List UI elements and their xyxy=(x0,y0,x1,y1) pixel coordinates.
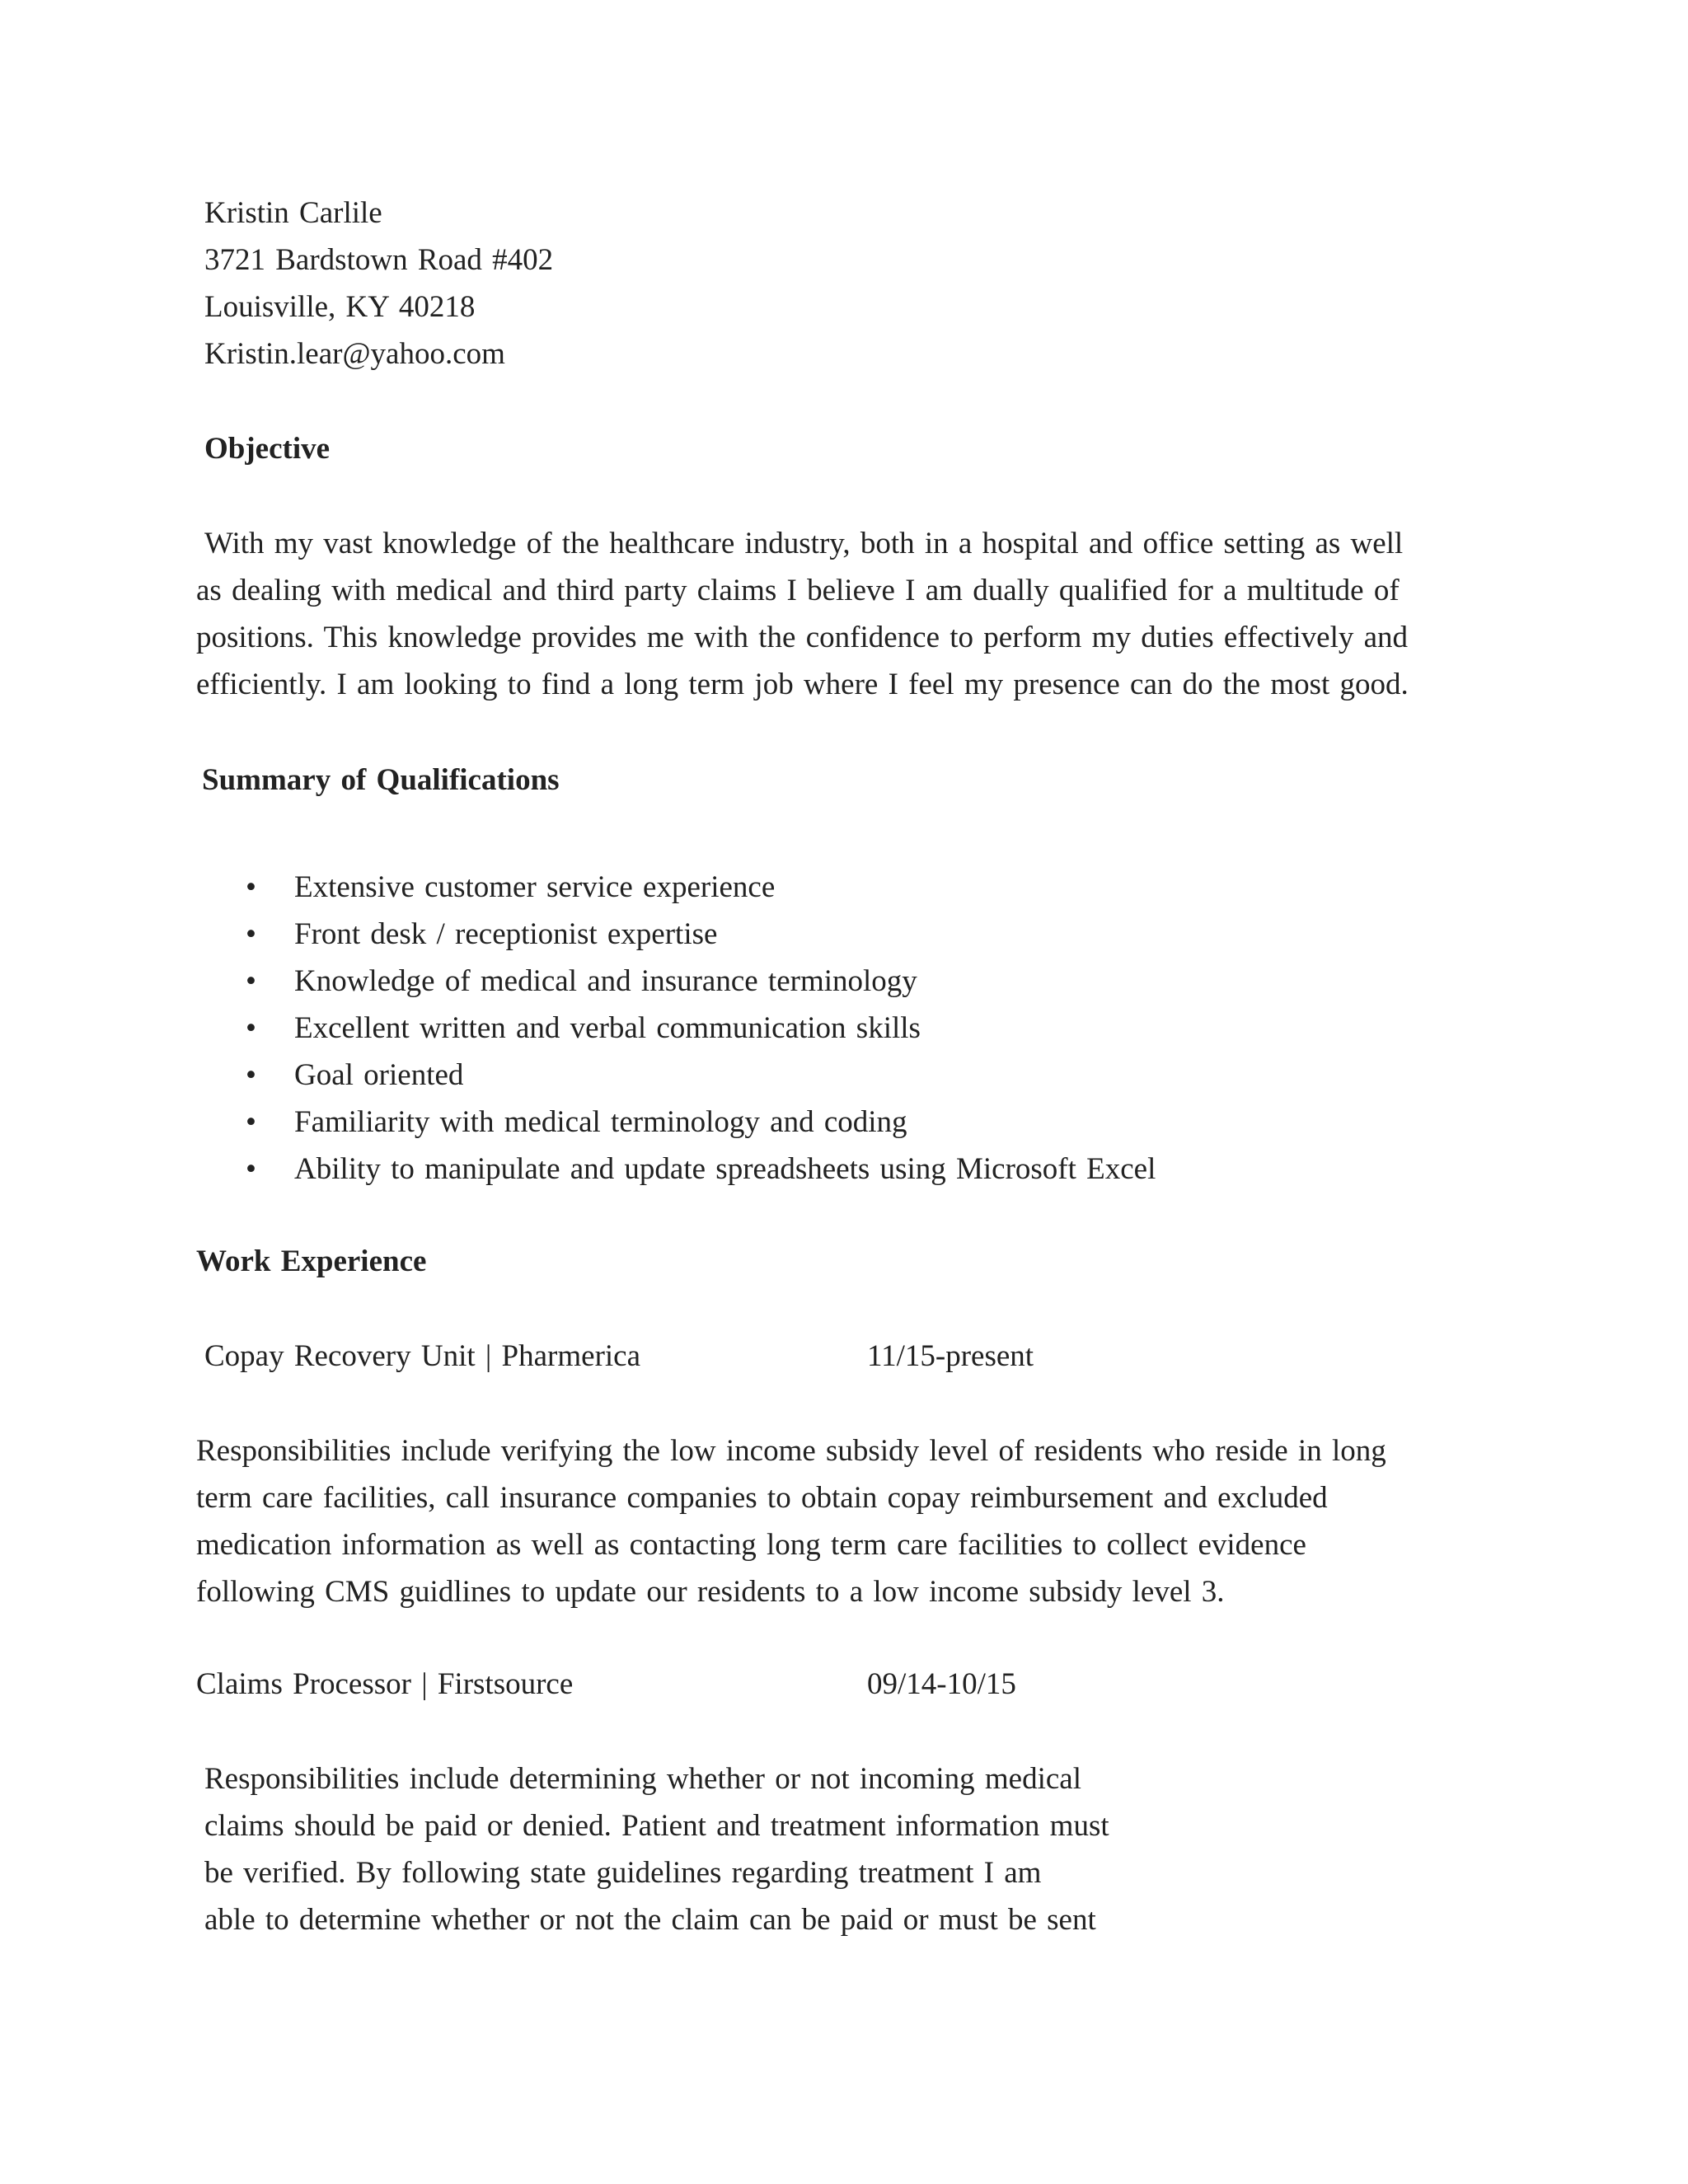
job-description-line: able to determine whether or not the claim can be paid or must be sent xyxy=(204,1903,1096,1937)
objective-line: as dealing with medical and third party claims I believe I am dually qualified for a multitude of xyxy=(196,574,1400,607)
bullet-marker: • xyxy=(246,870,256,904)
job-description-line: term care facilities, call insurance companies to obtain copay reimbursement and excluded xyxy=(196,1481,1328,1515)
job-description-line: medication information as well as contacting long term care facilities to collect evidence xyxy=(196,1528,1306,1562)
job-dates: 09/14-10/15 xyxy=(867,1667,1016,1701)
job-description-line: Responsibilities include verifying the low income subsidy level of residents who reside in long xyxy=(196,1434,1386,1468)
objective-line: positions. This knowledge provides me with the confidence to perform my duties effectively and xyxy=(196,621,1409,654)
job-title: Claims Processor | Firstsource xyxy=(196,1667,574,1701)
job-description-line: be verified. By following state guidelines regarding treatment I am xyxy=(204,1856,1042,1890)
job-description-line: claims should be paid or denied. Patient and treatment information must xyxy=(204,1809,1109,1843)
contact-name: Kristin Carlile xyxy=(204,196,382,230)
bullet-marker: • xyxy=(246,1152,256,1186)
qualification-item: Familiarity with medical terminology and coding xyxy=(294,1105,907,1139)
bullet-marker: • xyxy=(246,1011,256,1045)
bullet-marker: • xyxy=(246,917,256,951)
qualification-item: Goal oriented xyxy=(294,1058,464,1092)
qualification-item: Ability to manipulate and update spreadsheets using Microsoft Excel xyxy=(294,1152,1156,1186)
job-description-line: following CMS guidlines to update our residents to a low income subsidy level 3. xyxy=(196,1575,1225,1609)
job-dates: 11/15-present xyxy=(867,1339,1034,1373)
qualifications-heading: Summary of Qualifications xyxy=(202,763,560,797)
bullet-marker: • xyxy=(246,1105,256,1139)
qualification-item: Front desk / receptionist expertise xyxy=(294,917,718,951)
contact-email: Kristin.lear@yahoo.com xyxy=(204,337,505,371)
job-description-line: Responsibilities include determining whether or not incoming medical xyxy=(204,1762,1081,1796)
objective-line: efficiently. I am looking to find a long term job where I feel my presence can do the most good. xyxy=(196,668,1409,701)
bullet-marker: • xyxy=(246,964,256,998)
qualification-item: Excellent written and verbal communication skills xyxy=(294,1011,921,1045)
qualification-item: Extensive customer service experience xyxy=(294,870,776,904)
objective-heading: Objective xyxy=(204,432,331,466)
qualification-item: Knowledge of medical and insurance terminology xyxy=(294,964,917,998)
contact-address-line-2: Louisville, KY 40218 xyxy=(204,290,476,324)
job-title: Copay Recovery Unit | Pharmerica xyxy=(204,1339,641,1373)
contact-address-line-1: 3721 Bardstown Road #402 xyxy=(204,243,554,277)
bullet-marker: • xyxy=(246,1058,256,1092)
experience-heading: Work Experience xyxy=(196,1244,427,1278)
objective-line: With my vast knowledge of the healthcare industry, both in a hospital and office setting as well xyxy=(204,527,1404,560)
